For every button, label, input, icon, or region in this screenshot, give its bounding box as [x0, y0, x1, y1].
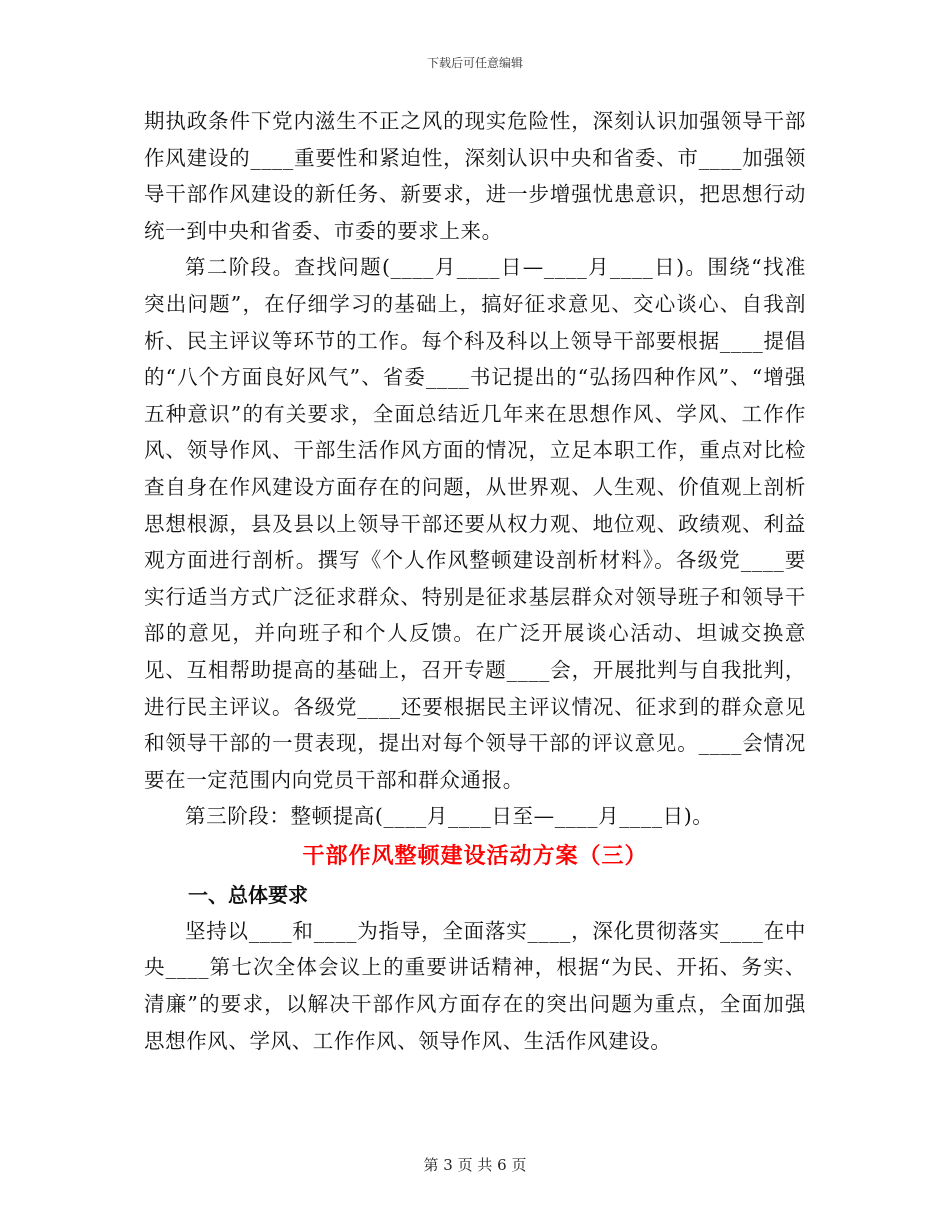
paragraph-continuation: 期执政条件下党内滋生不正之风的现实危险性，深刻认识加强领导干部作风建设的____重要性和紧迫性，深刻认识中央和省委、市____加强领导干部作风建设的新任务、新要求，进一步增强忧患意识，把思想行动统一到中央和省委、市委的要求上来。 — [144, 109, 806, 243]
paragraph-general-requirements: 坚持以____和____为指导，全面落实____，深化贯彻落实____在中央____第七次全体会议上的重要讲话精神，根据“为民、开拓、务实、清廉”的要求，以解决干部作风方面存在的突出问题为重点，全面加强思想作风、学风、工作作风、领导作风、生活作风建设。 — [144, 918, 806, 1053]
section-title: 干部作风整顿建设活动方案（三） — [302, 843, 648, 869]
document-body — [144, 103, 806, 1059]
paragraph-stage-three: 第三阶段：整顿提高(____月____日至—____月____日)。 — [185, 804, 714, 829]
subheading-general-requirements: 一、总体要求 — [188, 882, 308, 907]
paragraph-stage-two: 第二阶段。查找问题(____月____日—____月____日)。围绕“找准突出问题”，在仔细学习的基础上，搞好征求意见、交心谈心、自我剖析、民主评议等环节的工作。每个科及科以上领导干部要根据____提倡的“八个方面良好风气”、省委____书记提出的“弘扬四种作风”、“增强五种意识”的有关要求，全面总结近几年来在思想作风、学风、工作作风、领导作风、干部生活作风方面的情况，立足本职工作，重点对比检查自身在作风建设方面存在的问题，从世界观、人生观、价值观上剖析思想根源，县及县以上领导干部还要从权力观、地位观、政绩观、利益观方面进行剖析。撰写《个人作风整顿建设剖析材料》。各级党____要实行适当方式广泛征求群众、特别是征求基层群众对领导班子和领导干部的意见，并向班子和个人反馈。在广泛开展谈心活动、坦诚交换意见、互相帮助提高的基础上，召开专题____会，开展批判与自我批判，进行民主评议。各级党____还要根据民主评议情况、征求到的群众意见和领导干部的一贯表现，提出对每个领导干部的评议意见。____会情况要在一定范围内向党员干部和群众通报。 — [144, 255, 806, 792]
header-note: 下载后可任意编辑 — [426, 56, 523, 70]
page-indicator: 第 3 页 共 6 页 — [423, 1156, 527, 1174]
